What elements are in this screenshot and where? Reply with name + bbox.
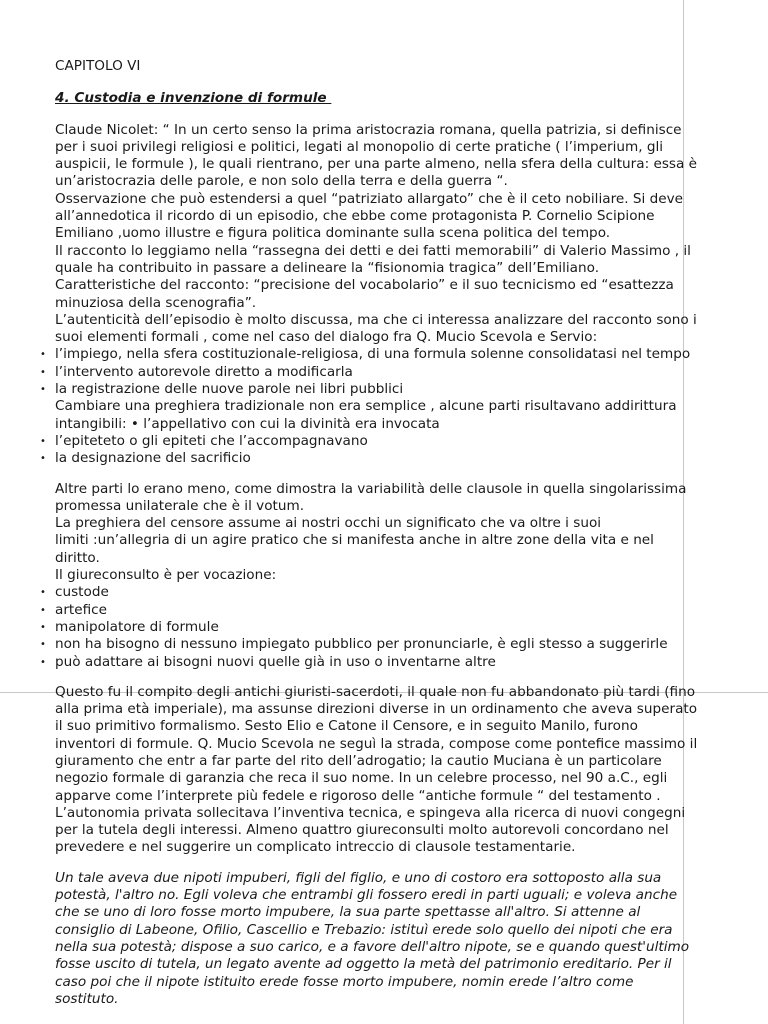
bullet-list-jurist — [55, 584, 715, 670]
text-line: consiglio di Labeone, Ofilio, Cascellio e Trebazio: istituì erede solo quello dei nipoti che era — [55, 921, 673, 938]
text-line: L’autonomia privata sollecitava l’inventiva tecnica, e spingeva alla ricerca di nuovi congegni — [55, 804, 686, 821]
text-line: alla prima età imperiale), ma assunse direzioni diverse in un ordinamento che aveva superato — [55, 701, 698, 718]
paragraph-intro — [55, 122, 715, 347]
spacer — [55, 468, 715, 481]
text-line: giuramento che entr a far parte del rito dell’adrogatio; la cautio Muciana è un particolare — [55, 752, 662, 769]
text-line: Il racconto lo leggiamo nella “rassegna dei detti e dei fatti memorabili” di Valerio Massimo , il — [55, 242, 691, 259]
text-line: sostituto. — [55, 990, 119, 1007]
paragraph-prayer — [55, 398, 715, 433]
list-item: • non ha bisogno di nessuno impiegato pubblico per pronunciarle, è egli stesso a suggerirle — [55, 636, 715, 653]
text-line: Un tale aveva due nipoti impuberi, figli del figlio, e uno di costoro era sottoposto alla sua — [55, 869, 662, 886]
list-item: • l’intervento autorevole diretto a modificarla — [55, 364, 715, 381]
text-line: apparve come l’interprete più fedele e rigoroso delle “antiche formule “ del testamento . — [55, 787, 661, 804]
chapter-title: CAPITOLO VI — [55, 58, 141, 74]
list-item: • manipolatore di formule — [55, 619, 715, 636]
text-line: Osservazione che può estendersi a quel “patriziato allargato” che è il ceto nobiliare. Si deve — [55, 190, 683, 207]
text-line: per i suoi privilegi religiosi e politici, legati al monopolio di certe pratiche ( l’imperium, gli — [55, 138, 664, 155]
text-line: L’autenticità dell’episodio è molto discussa, ma che ci interessa analizzare del racconto sono i — [55, 311, 697, 328]
text-line: all’annedotica il ricordo di un episodio, che ebbe come protagonista P. Cornelio Scipione — [55, 208, 655, 225]
list-item: • l’impiego, nella sfera costituzionale-religiosa, di una formula solenne consolidatasi nel tempo — [55, 346, 715, 363]
spacer — [55, 671, 715, 684]
text-line: Il giureconsulto è per vocazione: — [55, 567, 277, 584]
text-line: fosse uscito di tutela, un legato avente ad oggetto la metà del patrimonio ereditario. Per il — [55, 956, 672, 973]
text-line: quale ha contribuito in passare a delineare la “fisionomia tragica” dell’Emiliano. — [55, 259, 600, 276]
text-line: nella sua potestà; dispose a suo carico, e a favore dell'altro nipote, se e quando quest'ultimo — [55, 938, 690, 955]
list-item: • l’epiteteto o gli epiteti che l’accompagnavano — [55, 433, 715, 450]
text-line: per la tutela degli interessi. Almeno quattro giureconsulti molto autorevoli concordano nel — [55, 822, 669, 839]
text-line: il suo primitivo formalismo. Sesto Elio e Catone il Censore, e in seguito Manilo, furono — [55, 718, 638, 735]
bullet-list-formula — [55, 346, 715, 398]
list-item: • artefice — [55, 602, 715, 619]
paragraph-votum — [55, 481, 715, 585]
text-line: auspicii, le formule ), le quali rientrano, per una parte almeno, nella sfera della cultura: essa è — [55, 156, 698, 173]
text-line: Claude Nicolet: “ In un certo senso la prima aristocrazia romana, quella patrizia, si definisce — [55, 121, 682, 138]
list-item: • la designazione del sacrificio — [55, 450, 715, 467]
text-line: negozio formale di garanzia che reca il suo nome. In un celebre processo, nel 90 a.C., egli — [55, 770, 668, 787]
text-line: Caratteristiche del racconto: “precisione del vocabolario” e il suo tecnicismo ed “esattezza — [55, 277, 674, 294]
text-line: minuziosa della scenografia”. — [55, 294, 257, 311]
text-line: un’aristocrazia delle parole, e non solo della terra e della guerra “. — [55, 173, 508, 190]
text-line: prevedere e nel suggerire un complicato intreccio di clausole testamentarie. — [55, 839, 576, 856]
list-item: • può adattare ai bisogni nuovi quelle già in uso o inventarne altre — [55, 654, 715, 671]
section-heading: 4. Custodia e invenzione di formule — [55, 90, 332, 107]
text-line: caso poi che il nipote istituito erede fosse morto impubere, nomin erede l’altro come — [55, 973, 634, 990]
text-line: diritto. — [55, 549, 100, 566]
text-line: Altre parti lo erano meno, come dimostra la variabilità delle clausole in quella singolarissima — [55, 480, 687, 497]
text-line: La preghiera del censore assume ai nostri occhi un significato che va oltre i suoi — [55, 515, 602, 532]
text-line: potestà, l'altro no. Egli voleva che entrambi gli fossero eredi in parti uguali; e voleva anche — [55, 887, 678, 904]
text-line: limiti :un’allegria di un agire pratico che si manifesta anche in altre zone della vita e nel — [55, 532, 654, 549]
bullet-list-prayer — [55, 433, 715, 468]
text-line: intangibili: • l’appellativo con cui la divinità era invocata — [55, 415, 440, 432]
text-line: inventori di formule. Q. Mucio Scevola ne seguì la strada, compose come pontefice massimo il — [55, 735, 698, 752]
paragraph-quote-italic — [55, 870, 715, 1008]
paragraph-history — [55, 684, 715, 857]
text-line: Questo fu il compito degli antichi giuristi-sacerdoti, il quale non fu abbandonato più tardi (fino — [55, 683, 696, 700]
text-line: suoi elementi formali , come nel caso del dialogo fra Q. Mucio Scevola e Servio: — [55, 329, 598, 346]
spacer — [55, 857, 715, 870]
list-item: • custode — [55, 584, 715, 601]
list-item: • la registrazione delle nuove parole nei libri pubblici — [55, 381, 715, 398]
text-line: Emiliano ,uomo illustre e figura politica dominante sulla scena politica del tempo. — [55, 225, 611, 242]
text-line: promessa unilaterale che è il votum. — [55, 497, 305, 514]
document-page — [55, 58, 715, 1008]
text-line: che se uno di loro fosse morto impubere, la sua parte spettasse all'altro. Si attenne al — [55, 904, 641, 921]
text-line: Cambiare una preghiera tradizionale non era semplice , alcune parti risultavano addirittura — [55, 398, 677, 415]
